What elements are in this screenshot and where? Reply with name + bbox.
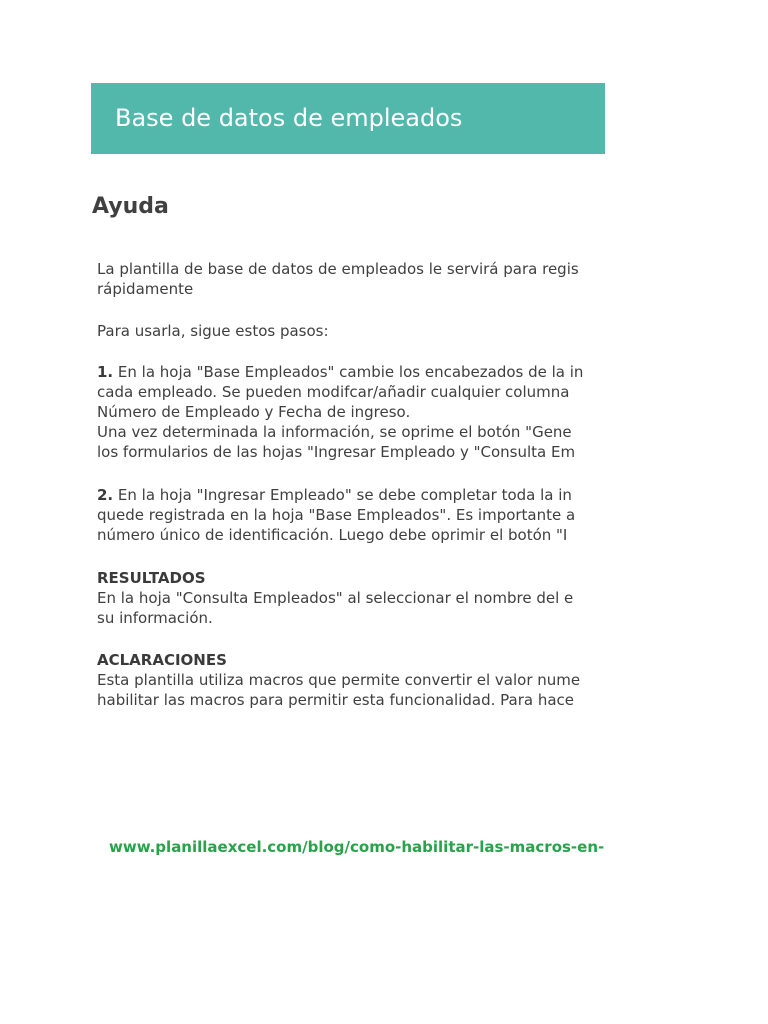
results-line: su información.: [97, 609, 213, 627]
step-2-line: número único de identificación. Luego debe oprimir el botón "I: [97, 526, 568, 544]
step-1-paragraph: [97, 362, 605, 462]
macros-help-link[interactable]: www.planillaexcel.com/blog/como-habilitar-las-macros-en-: [109, 838, 605, 856]
results-line: En la hoja "Consulta Empleados" al seleccionar el nombre del e: [97, 589, 574, 607]
step-1-text: En la hoja "Base Empleados" cambie los encabezados de la in: [113, 363, 584, 381]
help-heading: Ayuda: [92, 194, 169, 219]
step-2-line: quede registrada en la hoja "Base Empleados". Es importante a: [97, 506, 576, 524]
step-2-paragraph: [97, 485, 605, 545]
step-1-line: los formularios de las hojas "Ingresar Empleado y "Consulta Em: [97, 443, 576, 461]
step-2-number: 2.: [97, 486, 114, 504]
intro-line: rápidamente: [97, 280, 194, 298]
step-1-first-line: [97, 362, 605, 382]
results-heading: RESULTADOS: [97, 569, 206, 587]
step-1-line: Número de Empleado y Fecha de ingreso.: [97, 403, 411, 421]
notes-line: habilitar las macros para permitir esta funcionalidad. Para hace: [97, 691, 575, 709]
step-1-line: cada empleado. Se pueden modifcar/añadir cualquier columna: [97, 383, 570, 401]
notes-paragraph: [97, 650, 605, 710]
title-banner: [91, 83, 605, 154]
results-paragraph: [97, 568, 605, 628]
notes-line: Esta plantilla utiliza macros que permite convertir el valor nume: [97, 671, 581, 689]
steps-intro: Para usarla, sigue estos pasos:: [97, 322, 329, 340]
step-2-text: En la hoja "Ingresar Empleado" se debe completar toda la in: [113, 486, 572, 504]
page-title: Base de datos de empleados: [115, 104, 463, 132]
intro-line: La plantilla de base de datos de empleados le servirá para regis: [97, 260, 579, 278]
step-1-number: 1.: [97, 363, 114, 381]
step-1-line: Una vez determinada la información, se oprime el botón "Gene: [97, 423, 572, 441]
notes-heading: ACLARACIONES: [97, 651, 227, 669]
intro-paragraph: [97, 259, 605, 299]
step-2-first-line: [97, 485, 605, 505]
